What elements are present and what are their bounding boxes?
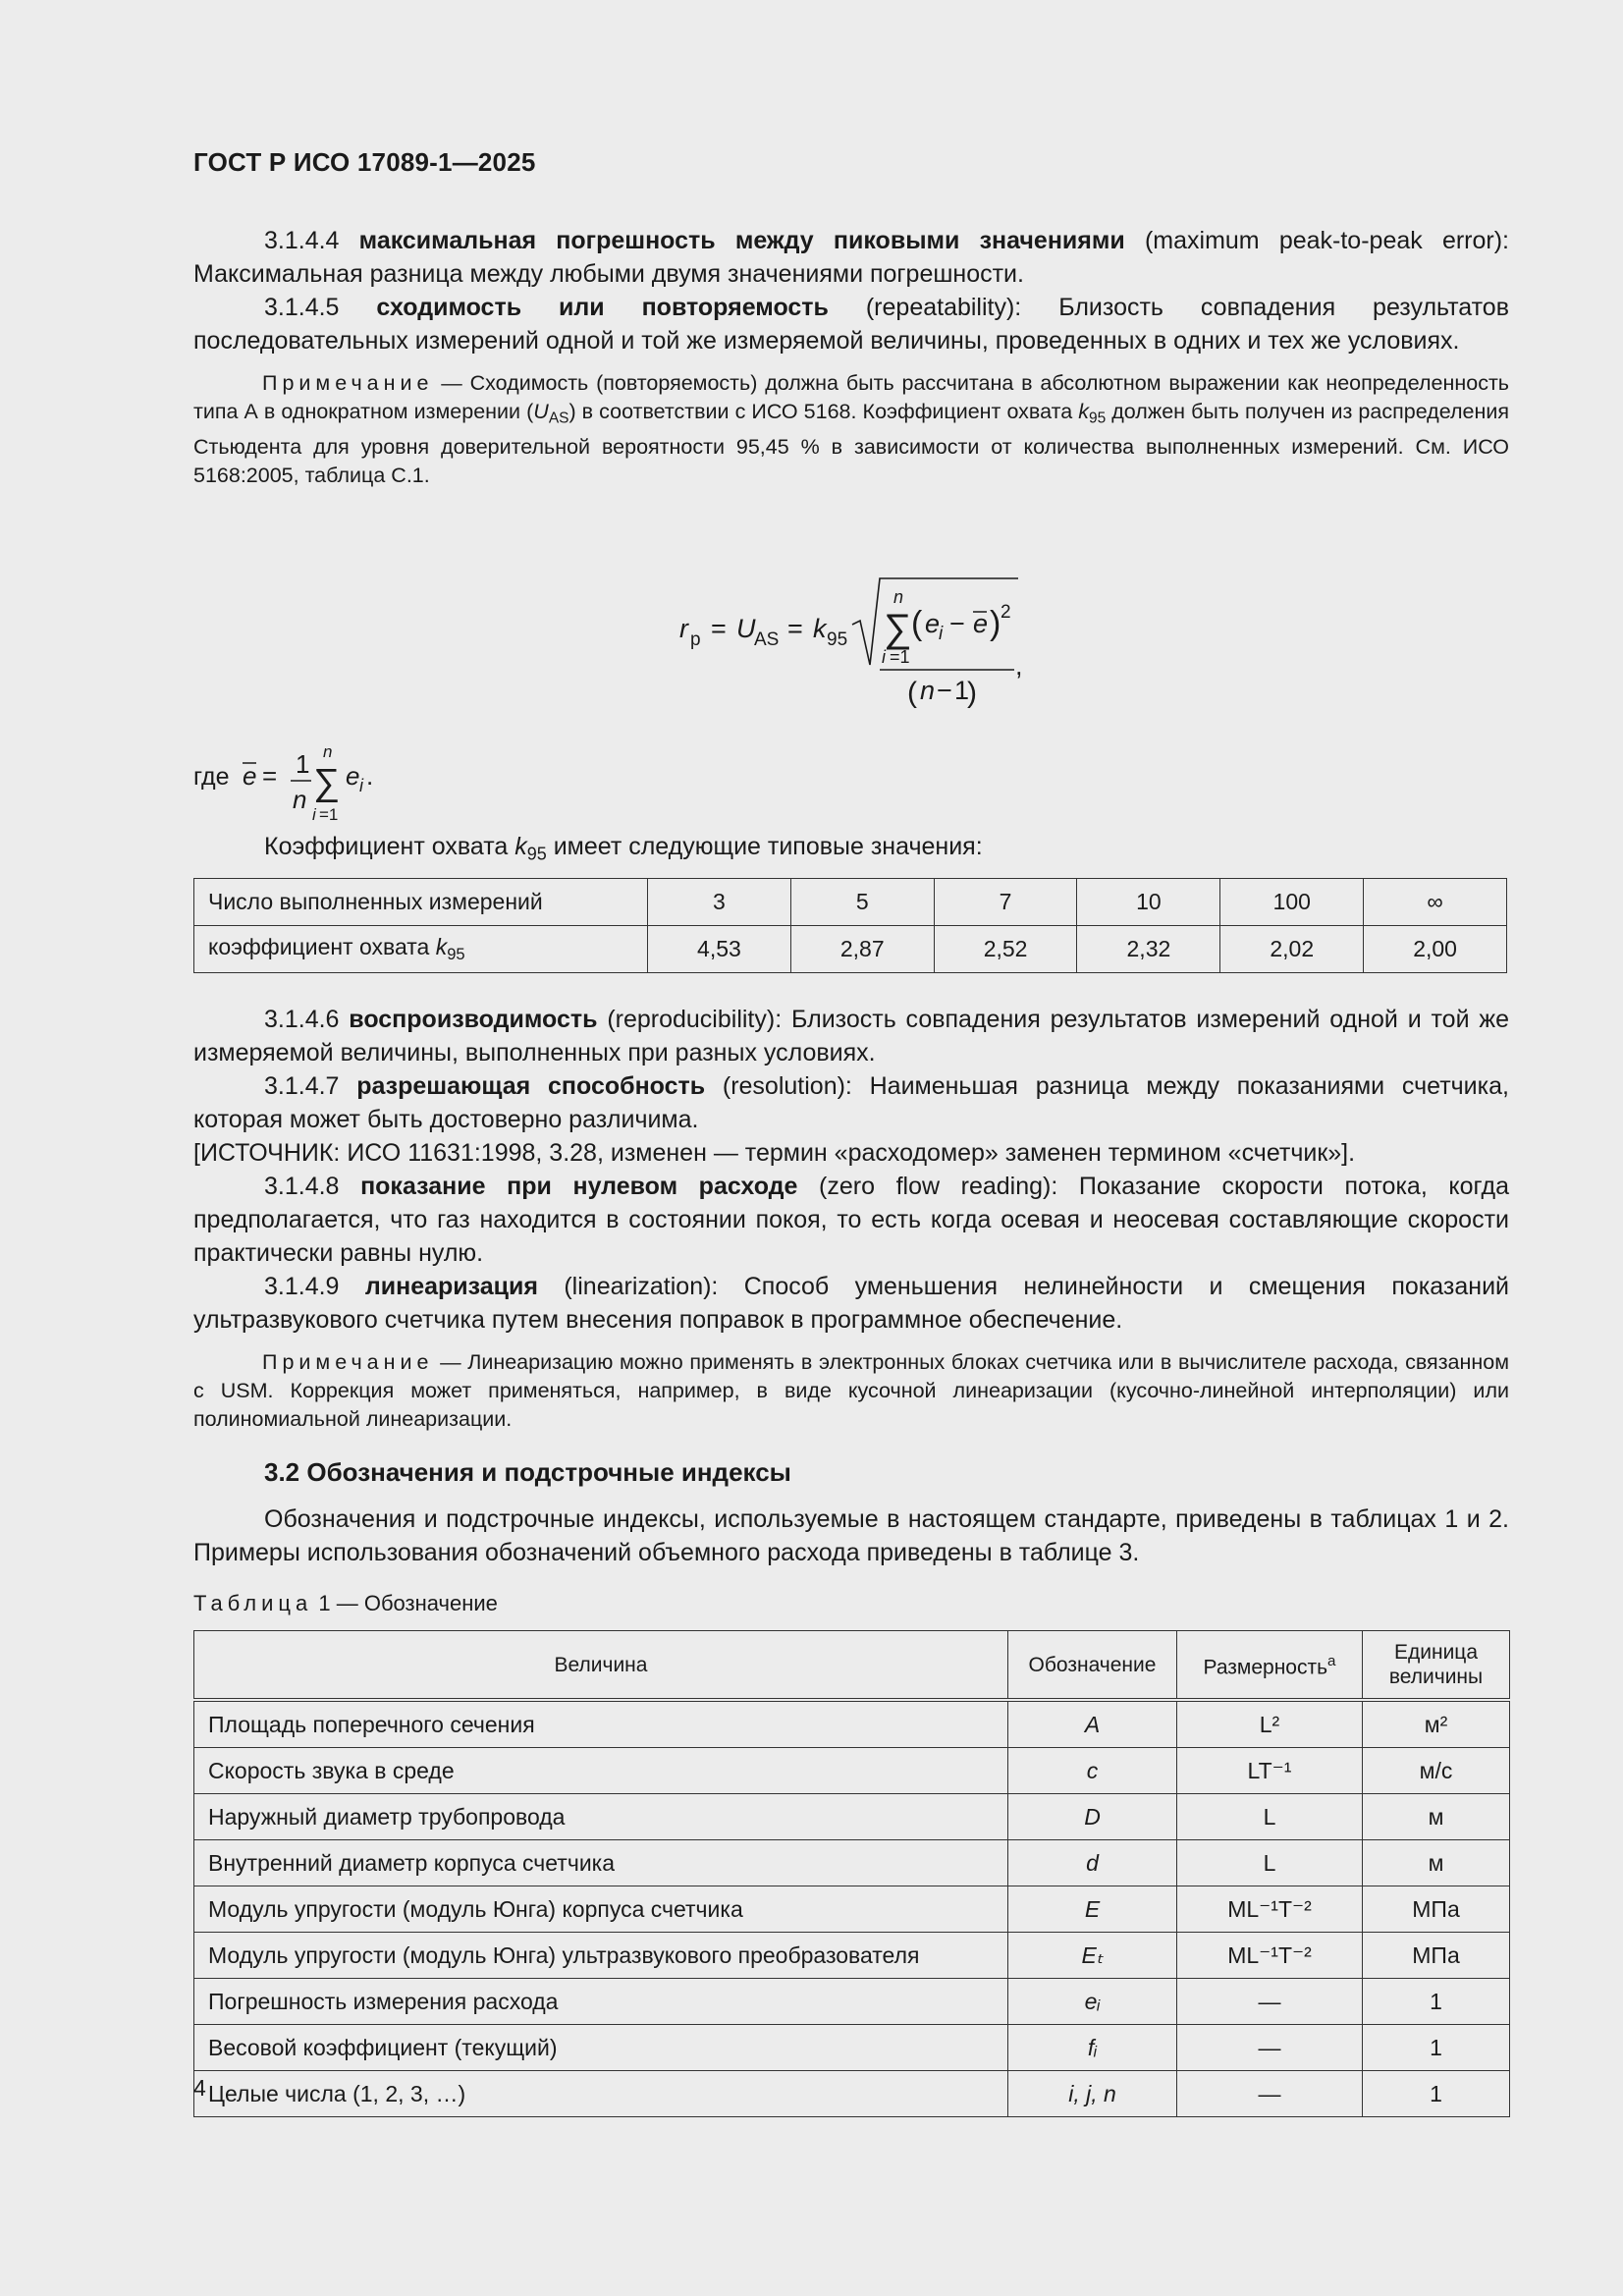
table-row [194,1840,1510,1886]
intro-text: имеет следующие типовые значения: [546,832,983,860]
row-label [194,926,648,973]
term: воспроизводимость [349,1006,598,1034]
svg-text:e: e [346,760,360,791]
intro-text: Коэффициент охвата [264,832,515,860]
table-cell: 2,87 [790,926,934,973]
table-cell: 5 [790,879,934,926]
header-text: Размерность [1203,1656,1328,1679]
symbol: k [435,934,448,960]
where-clause [193,736,1509,824]
document-body [193,224,1509,2117]
dimension-cell: L [1177,1794,1363,1840]
table-header-row [194,1631,1510,1701]
svg-text:p: p [690,629,701,650]
table-cell: 2,02 [1220,926,1364,973]
definition-3-1-4-9 [193,1270,1509,1337]
table-row [194,2071,1510,2117]
definition-3-1-4-4 [193,224,1509,291]
symbol-cell: fᵢ [1008,2025,1177,2071]
svg-text:=: = [711,613,727,643]
clause-number: 3.1.4.8 [264,1173,340,1201]
mean-formula [243,736,439,824]
repeatability-formula [193,490,1509,736]
svg-text:r: r [679,613,688,643]
svg-text:=: = [787,613,803,643]
table-cell: 2,32 [1077,926,1220,973]
svg-text:i: i [882,646,886,667]
svg-text:k: k [813,613,827,643]
quantity-cell: Наружный диаметр трубопровода [194,1794,1008,1840]
unit-cell: м [1363,1794,1510,1840]
svg-text:U: U [736,613,756,643]
dimension-cell: — [1177,1979,1363,2025]
svg-text:i: i [939,623,944,644]
table-row [194,879,1507,926]
note-text: должен быть получен из распределения Стьюдента для уровня доверительной вероятности 95,45 % в зависимости от количества выполненных измерений. См. ИСО 5168:2005, таблица С.1. [193,400,1509,487]
formula-graphic [193,490,1509,736]
table-caption [193,1591,1509,1616]
column-header: Единица величины [1363,1631,1510,1701]
dimension-cell: ML⁻¹T⁻² [1177,1886,1363,1933]
svg-text:n: n [920,675,936,705]
svg-text:=1: =1 [319,804,339,824]
coverage-intro [193,830,1509,870]
symbol-subscript: 95 [447,945,465,963]
svg-text:(: ( [907,676,917,709]
clause-number: 3.1.4.5 [264,294,340,321]
svg-text:n: n [323,741,333,761]
unit-cell: 1 [1363,1979,1510,2025]
definition-text: (resolution): Наименьшая разница между показаниями счетчика, которая может быть достоверно различима. [193,1072,1509,1134]
clause-number: 3.1.4.4 [264,227,340,254]
definition-3-1-4-8 [193,1170,1509,1270]
symbol-cell: d [1008,1840,1177,1886]
definition-3-1-4-6 [193,1003,1509,1069]
quantity-cell: Модуль упругости (модуль Юнга) ультразвукового преобразователя [194,1933,1008,1979]
symbol-cell: eᵢ [1008,1979,1177,2025]
note-repeatability [193,369,1509,490]
definition-text: (reproducibility): Близость совпадения результатов измерений одной и той же измеряемой величины, выполненных при разных условиях. [193,1006,1509,1067]
svg-text:=: = [262,760,278,791]
svg-text:i: i [359,775,363,795]
svg-text:∑: ∑ [313,761,341,803]
definition-text: (maximum peak-to-peak error): Максимальная разница между любыми двумя значениями погрешности. [193,227,1510,288]
symbol: k [514,832,527,860]
table-cell: 100 [1220,879,1364,926]
table-cell: 4,53 [648,926,791,973]
table-row [194,2025,1510,2071]
svg-text:e: e [973,608,989,638]
dimension-cell: ML⁻¹T⁻² [1177,1933,1363,1979]
term: линеаризация [364,1273,538,1301]
column-header: Величина [194,1631,1008,1701]
svg-text:1: 1 [296,748,310,779]
svg-text:=1: =1 [890,646,910,667]
quantity-cell: Скорость звука в среде [194,1748,1008,1794]
note-text: — Линеаризацию можно применять в электронных блоках счетчика или в вычислителе расхода, связанном с USM. Коррекция может применяться, например, в виде кусочной линеаризации (кусочно-линейной интерполяции) или полиномиальной линеаризации. [193,1350,1509,1432]
symbol-subscript: AS [548,410,569,427]
caption-text: 1 — Обозначение [312,1591,498,1616]
column-header [1177,1631,1363,1701]
unit-cell: 1 [1363,2071,1510,2117]
svg-text:,: , [1015,650,1023,681]
caption-label: Таблица [193,1591,313,1616]
svg-text:−: − [937,675,952,705]
svg-text:e: e [925,608,941,638]
definition-text: (zero flow reading): Показание скорости потока, когда предполагается, что газ находится в состоянии покоя, то есть когда осевая и неосевая составляющие скорости практически равны нулю. [193,1173,1509,1268]
note-label: Примечание [262,371,434,395]
unit-cell: м/с [1363,1748,1510,1794]
clause-number: 3.1.4.9 [264,1273,340,1301]
quantity-cell: Весовой коэффициент (текущий) [194,2025,1008,2071]
term: сходимость или повторяемость [376,294,829,321]
unit-cell: 1 [1363,2025,1510,2071]
unit-cell: м [1363,1840,1510,1886]
clause-number: 3.1.4.6 [264,1006,340,1034]
symbol: k [1078,400,1089,423]
svg-text:2: 2 [1001,601,1011,623]
column-header: Обозначение [1008,1631,1177,1701]
unit-cell: МПа [1363,1933,1510,1979]
svg-text:.: . [366,760,374,791]
svg-text:∑: ∑ [884,606,912,650]
dimension-cell: L² [1177,1700,1363,1748]
table-row [194,1794,1510,1840]
label-text: коэффициент охвата [208,934,436,960]
quantity-cell: Модуль упругости (модуль Юнга) корпуса счетчика [194,1886,1008,1933]
table-row [194,926,1507,973]
quantity-cell: Погрешность измерения расхода [194,1979,1008,2025]
svg-text:e: e [243,760,257,791]
dimension-cell: LT⁻¹ [1177,1748,1363,1794]
table-row [194,1933,1510,1979]
note-linearization [193,1348,1509,1434]
symbol-cell: A [1008,1700,1177,1748]
table-row [194,1700,1510,1748]
table-row [194,1886,1510,1933]
svg-text:AS: AS [754,629,780,650]
svg-text:(: ( [911,604,923,642]
note-label: Примечание [262,1350,434,1375]
table-cell: ∞ [1364,879,1507,926]
definition-3-1-4-7 [193,1069,1509,1136]
svg-text:1: 1 [954,675,970,705]
section-heading: 3.2 Обозначения и подстрочные индексы [264,1457,791,1488]
unit-cell: м² [1363,1700,1510,1748]
table-cell: 10 [1077,879,1220,926]
quantity-cell: Целые числа (1, 2, 3, …) [194,2071,1008,2117]
document-header: ГОСТ Р ИСО 17089-1—2025 [193,147,536,177]
svg-text:): ) [990,604,1001,642]
table-cell: 2,52 [934,926,1077,973]
svg-text:n: n [893,586,904,607]
where-label: где [193,762,230,791]
table-cell: 7 [934,879,1077,926]
symbol-subscript: 95 [1088,410,1107,427]
definition-text: (repeatability): Близость совпадения результатов последовательных измерений одной и той же измеряемой величины, проведенных в одних и тех же условиях. [193,294,1509,355]
quantity-cell: Площадь поперечного сечения [194,1700,1008,1748]
table-cell: 3 [648,879,791,926]
definition-text: (linearization): Способ уменьшения нелинейности и смещения показаний ультразвукового счетчика путем внесения поправок в программное обеспечение. [193,1273,1509,1335]
clause-number: 3.1.4.7 [264,1072,340,1101]
symbol-cell: E [1008,1886,1177,1933]
source-reference: [ИСТОЧНИК: ИСО 11631:1998, 3.28, изменен — термин «расходомер» заменен термином «счетчик»]. [193,1139,1356,1168]
section-text: Обозначения и подстрочные индексы, используемые в настоящем стандарте, приведены в таблицах 1 и 2. Примеры использования обозначений объемного расхода приведены в таблице 3. [193,1505,1509,1567]
symbol-subscript: 95 [526,844,547,864]
definition-3-1-4-5 [193,291,1509,357]
symbol-cell: D [1008,1794,1177,1840]
row-label: Число выполненных измерений [194,879,648,926]
dimension-cell: — [1177,2025,1363,2071]
svg-text:n: n [293,784,307,814]
footnote-marker: a [1327,1653,1336,1670]
symbols-table [193,1630,1510,2117]
term: разрешающая способность [356,1072,706,1101]
note-text: — Сходимость (повторяемость) должна быть рассчитана в абсолютном выражении как неопределенность типа А в однократном измерении ( [193,371,1509,423]
symbol-cell: Eₜ [1008,1933,1177,1979]
svg-text:95: 95 [827,629,848,650]
dimension-cell: L [1177,1840,1363,1886]
symbol: U [533,400,549,423]
unit-cell: МПа [1363,1886,1510,1933]
symbol-cell: i, j, n [1008,2071,1177,2117]
svg-text:): ) [967,676,977,709]
coverage-factor-table [193,878,1507,973]
dimension-cell: — [1177,2071,1363,2117]
table-cell: 2,00 [1364,926,1507,973]
svg-text:i: i [312,804,316,824]
table-row [194,1748,1510,1794]
page-number: 4 [193,2075,206,2101]
note-text: ) в соответствии с ИСО 5168. Коэффициент охвата [568,400,1079,423]
table-row [194,1979,1510,2025]
term: показание при нулевом расходе [360,1173,798,1201]
term: максимальная погрешность между пиковыми значениями [358,227,1125,254]
svg-text:−: − [949,608,965,638]
symbol-cell: c [1008,1748,1177,1794]
quantity-cell: Внутренний диаметр корпуса счетчика [194,1840,1008,1886]
